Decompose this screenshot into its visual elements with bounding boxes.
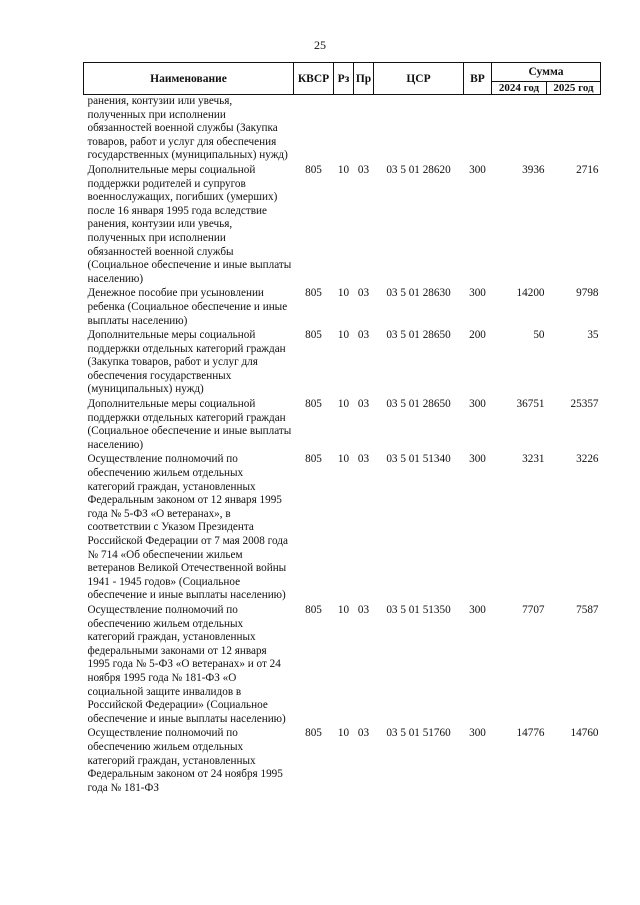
row-sum-2024: 14776 (516, 727, 545, 740)
row-kvsr (294, 95, 334, 164)
row-csr: 03 5 01 28650 (386, 398, 451, 411)
row-sum-2024: 36751 (516, 398, 545, 411)
header-2024: 2024 год (492, 82, 547, 95)
row-name: Осуществление полномочий по обеспечению жильем отдельных категорий граждан, установленных Федеральным законом от 24 ноября 1995 года № 181-ФЗ (87, 727, 283, 794)
table-row (84, 604, 601, 727)
page-number: 25 (314, 38, 326, 52)
row-sum-2024: 3936 (522, 163, 545, 176)
row-pr: 03 (357, 398, 370, 411)
table-row (84, 329, 601, 398)
row-csr: 03 5 01 28630 (386, 287, 451, 300)
header-vr: ВР (464, 63, 492, 95)
table-row (84, 727, 601, 796)
row-sum-2025: 25357 (570, 398, 599, 411)
row-kvsr: 805 (305, 287, 322, 300)
table-row (84, 164, 601, 287)
row-sum-2025: 7587 (576, 603, 599, 616)
row-csr: 03 5 01 51340 (386, 453, 451, 466)
row-sum-2025 (547, 95, 601, 164)
table-row (84, 95, 601, 164)
row-vr (464, 95, 492, 164)
row-rz: 10 (337, 603, 350, 616)
row-name: Денежное пособие при усыновлении ребенка (Социальное обеспечение и иные выплаты населению) (87, 287, 288, 327)
row-vr: 300 (469, 398, 486, 411)
row-rz: 10 (337, 727, 350, 740)
row-vr: 300 (469, 453, 486, 466)
row-name: Осуществление полномочий по обеспечению жильем отдельных категорий граждан, установленных Федеральным законом от 12 января 1995 года № 5-ФЗ «О ветеранах», в соответствии с Указом Президента Российской Федерации от 7 мая 2008 года № 714 «Об обеспечении жильем ветеранов Великой Отечественной войны 1941 - 1945 годов» (Социальное обеспечение и иные выплаты населению) (87, 453, 288, 602)
row-sum-2025: 14760 (570, 727, 599, 740)
row-kvsr: 805 (305, 603, 322, 616)
row-csr: 03 5 01 51350 (386, 603, 451, 616)
row-vr: 300 (469, 287, 486, 300)
header-kvsr: КВСР (294, 63, 334, 95)
header-2025: 2025 год (547, 82, 601, 95)
row-name: Осуществление полномочий по обеспечению жильем отдельных категорий граждан, установленных федеральными законами от 12 января 1995 года № 5-ФЗ «О ветеранах» и от 24 ноября 1995 года № 181-ФЗ «О социальной защите инвалидов в Российской Федерации» (Социальное обеспечение и иные выплаты населению) (87, 603, 286, 725)
row-sum-2025: 3226 (576, 453, 599, 466)
row-rz: 10 (337, 287, 350, 300)
row-pr: 03 (357, 727, 370, 740)
row-sum-2024: 50 (533, 329, 545, 342)
row-sum-2024: 7707 (522, 603, 545, 616)
row-pr: 03 (357, 453, 370, 466)
row-pr: 03 (357, 603, 370, 616)
table-row (84, 453, 601, 604)
row-sum-2025: 35 (587, 329, 599, 342)
row-name: Дополнительные меры социальной поддержки отдельных категорий граждан (Социальное обеспечение и иные выплаты населению) (87, 398, 292, 451)
row-vr: 300 (469, 727, 486, 740)
row-csr: 03 5 01 28650 (386, 329, 451, 342)
row-name: Дополнительные меры социальной поддержки отдельных категорий граждан (Закупка товаров, работ и услуг для обеспечения государственных (муниципальных) нужд) (87, 329, 286, 396)
row-sum-2025: 2716 (576, 163, 599, 176)
budget-table (83, 62, 601, 796)
row-rz: 10 (337, 453, 350, 466)
table-row (84, 398, 601, 453)
row-kvsr: 805 (305, 398, 322, 411)
row-rz (334, 95, 354, 164)
row-kvsr: 805 (305, 727, 322, 740)
row-csr: 03 5 01 28620 (386, 163, 451, 176)
row-name: ранения, контузии или увечья, полученных при исполнении обязанностей военной службы (Закупка товаров, работ и услуг для обеспечения государственных (муниципальных) нужд) (87, 95, 288, 162)
row-vr: 300 (469, 163, 486, 176)
header-name: Наименование (84, 63, 294, 95)
row-name: Дополнительные меры социальной поддержки родителей и супругов военнослужащих, погибших (умерших) после 16 января 1995 года вследствие ранения, контузии или увечья, полученных при исполнении обязанностей военной службы (Социальное обеспечение и иные выплаты населению) (87, 163, 292, 285)
row-pr: 03 (357, 163, 370, 176)
row-sum-2024: 14200 (516, 287, 545, 300)
budget-table-container (83, 62, 600, 796)
row-vr: 300 (469, 603, 486, 616)
header-csr: ЦСР (374, 63, 464, 95)
row-pr: 03 (357, 287, 370, 300)
row-kvsr: 805 (305, 453, 322, 466)
row-rz: 10 (337, 163, 350, 176)
row-pr (354, 95, 374, 164)
row-rz: 10 (337, 398, 350, 411)
row-sum-2025: 9798 (576, 287, 599, 300)
header-pr: Пр (354, 63, 374, 95)
row-kvsr: 805 (305, 163, 322, 176)
row-sum-2024 (492, 95, 547, 164)
row-pr: 03 (357, 329, 370, 342)
table-row (84, 287, 601, 329)
row-csr: 03 5 01 51760 (386, 727, 451, 740)
row-kvsr: 805 (305, 329, 322, 342)
row-sum-2024: 3231 (522, 453, 545, 466)
row-rz: 10 (337, 329, 350, 342)
header-rz: Рз (334, 63, 354, 95)
row-csr (374, 95, 464, 164)
row-vr: 200 (469, 329, 486, 342)
header-sum: Сумма (492, 63, 601, 82)
